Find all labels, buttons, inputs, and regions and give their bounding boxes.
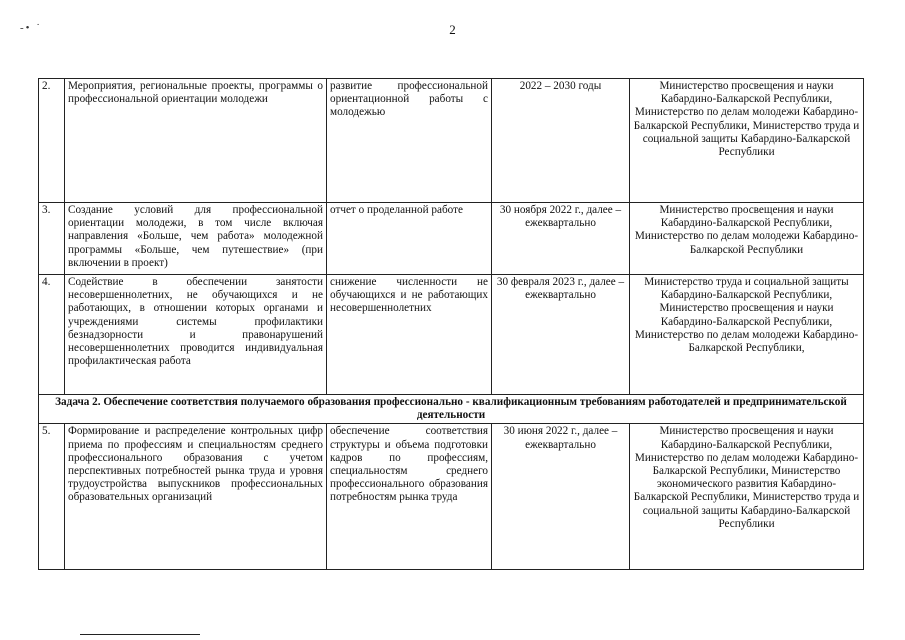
responsible-cell: Министерство просвещения и науки Кабардино-Балкарской Республики, Министерство по делам молодежи Кабардино-Балкарской Республики, Министерство труда и социальной защиты Кабардино-Балкарской Республики xyxy=(630,79,864,203)
responsible-cell: Министерство труда и социальной защиты Кабардино-Балкарской Республики, Министерство просвещения и науки Кабардино-Балкарской Республики, Министерство по делам молодежи Кабардино-Балкарской Республики, xyxy=(630,275,864,395)
table-row xyxy=(39,79,864,203)
row-number: 3. xyxy=(39,203,65,275)
result-cell: развитие профессиональной ориентационной работы с молодежью xyxy=(327,79,492,203)
term-cell: 2022 – 2030 годы xyxy=(492,79,630,203)
activity-cell: Формирование и распределение контрольных цифр приема по профессиям и специальностям среднего профессионального образования с учетом перспективных потребностей рынка труда и уровня трудоустройства выпускников профессиональных образовательных организаций xyxy=(65,424,327,570)
task-heading-row xyxy=(39,395,864,424)
term-cell: 30 июня 2022 г., далее – ежеквартально xyxy=(492,424,630,570)
page-number: 2 xyxy=(449,22,456,37)
responsible-cell: Министерство просвещения и науки Кабардино-Балкарской Республики, Министерство по делам молодежи Кабардино-Балкарской Республики, Министерство экономического развития Кабардино-Балкарской Республики, Министерство труда и социальной защиты Кабардино-Балкарской Республики xyxy=(630,424,864,570)
table-row xyxy=(39,203,864,275)
term-cell: 30 февраля 2023 г., далее – ежеквартально xyxy=(492,275,630,395)
term-cell: 30 ноября 2022 г., далее – ежеквартально xyxy=(492,203,630,275)
table-row xyxy=(39,275,864,395)
result-cell: снижение численности не обучающихся и не работающих несовершеннолетних xyxy=(327,275,492,395)
task-heading: Задача 2. Обеспечение соответствия получаемого образования профессионально - квалификационным требованиям работодателей и предпринимательской деятельности xyxy=(39,395,864,424)
activity-cell: Создание условий для профессиональной ориентации молодежи, в том числе включая направления «Больше, чем работа» молодежной программы «Больше, чем путешествие» (при включении в проект) xyxy=(65,203,327,275)
row-number: 4. xyxy=(39,275,65,395)
activity-cell: Мероприятия, региональные проекты, программы о профессиональной ориентации молодежи xyxy=(65,79,327,203)
plan-table xyxy=(38,78,864,570)
activity-cell: Содействие в обеспечении занятости несовершеннолетних, не обучающихся и не работающих, в отношении которых органами и учреждениями системы профилактики безнадзорности и правонарушений несовершеннолетних проводится индивидуальная профилактическая работа xyxy=(65,275,327,395)
row-number: 2. xyxy=(39,79,65,203)
scan-marks: -• ˙ xyxy=(20,22,42,34)
result-cell: отчет о проделанной работе xyxy=(327,203,492,275)
footnote-rule xyxy=(80,634,200,635)
responsible-cell: Министерство просвещения и науки Кабардино-Балкарской Республики, Министерство по делам молодежи Кабардино-Балкарской Республики xyxy=(630,203,864,275)
table-row xyxy=(39,424,864,570)
result-cell: обеспечение соответствия структуры и объема подготовки кадров по профессиям, специальностям среднего профессионального образования потребностям рынка труда xyxy=(327,424,492,570)
row-number: 5. xyxy=(39,424,65,570)
